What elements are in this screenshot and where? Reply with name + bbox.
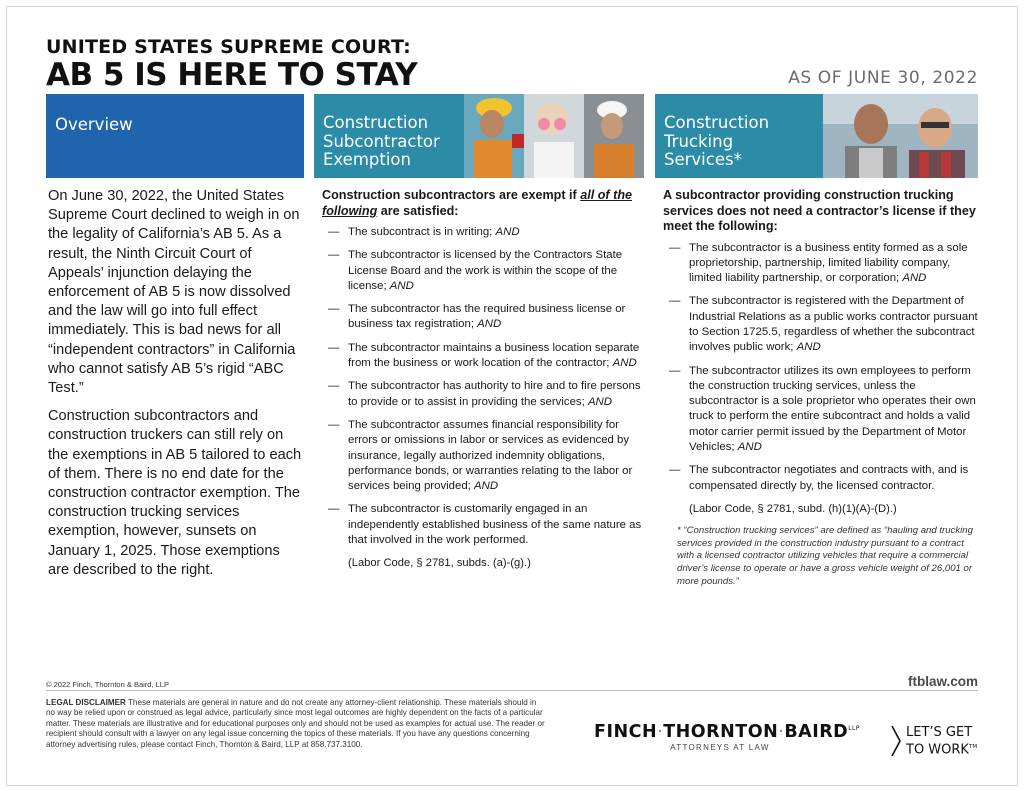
trucking-heading [664, 114, 769, 170]
construction-header [314, 94, 644, 178]
list-item: — The subcontractor has authority to hire and to fire persons to provide or to assist in providing the services; AND [322, 379, 642, 410]
disclaimer-label: LEGAL DISCLAIMER [46, 698, 126, 707]
trucking-heading-line: Trucking [664, 131, 734, 151]
construction-heading-line: Construction [323, 113, 429, 132]
list-item: — The subcontractor utilizes its own employees to perform the construction trucking services, unless the subcontractor is a sole proprietor who operates their own truck to perform the entire subcontract and holds a valid motor carrier permit issued by the Department of Motor Vehicles; AND [663, 364, 978, 456]
trucking-header [655, 94, 978, 178]
construction-requirements-list [322, 225, 642, 548]
list-item: — The subcontractor is customarily engaged in an independently established business of the same nature as that involved in the work performed. [322, 502, 642, 548]
tagline-line: TO WORK™ [906, 742, 978, 758]
overview-header [46, 94, 304, 178]
lead-text: Construction subcontractors are exempt if [322, 188, 581, 202]
construction-workers-photo [464, 94, 644, 178]
trucking-heading-line: Construction [664, 113, 770, 132]
trucking-requirements-list [663, 241, 978, 494]
truck-drivers-photo [823, 94, 978, 178]
list-item: — The subcontractor has the required business license or business tax registration; AND [322, 302, 642, 333]
construction-heading-line: Subcontractor [323, 131, 440, 151]
as-of-date: AS OF JUNE 30, 2022 [788, 68, 978, 88]
trucking-heading-line: Services* [664, 150, 742, 169]
list-item: — The subcontract is in writing; AND [322, 225, 642, 240]
legal-disclaimer [46, 698, 546, 750]
overview-paragraph: On June 30, 2022, the United States Supreme Court declined to weigh in on the legality of California’s AB 5. As a result, the Ninth Circuit Court of Appeals’ injunction delaying the enforcement of AB 5 is now dissolved and the law will go into full effect immediately. This is bad news for all “independent contractors” in California who cannot satisfy AB 5’s rigid “ABC Test.” [48, 188, 300, 397]
firm-logo [594, 722, 860, 752]
overview-paragraph: Construction subcontractors and construction truckers can still rely on the exemptions in AB 5 tailored to each of them. There is no end date for the construction contractor exemption. The construction trucking services exemption, however, sunsets on January 1, 2025. Those exemptions are described to the right. [48, 408, 302, 578]
trucking-services-column [663, 188, 978, 588]
overview-text [48, 187, 304, 589]
construction-citation: (Labor Code, § 2781, subds. (a)-(g).) [348, 557, 531, 570]
tagline-line: LET’S GET [906, 725, 973, 740]
chevron-icon [889, 724, 903, 758]
list-item: — The subcontractor is licensed by the Contractors State License Board and the work is within the scope of the license; AND [322, 248, 642, 294]
list-item: — The subcontractor assumes financial responsibility for errors or omissions in labor or services as evidenced by insurance, legally authorized indemnity obligations, performance bonds, or warranties relating to the labor or services being provided; AND [322, 418, 642, 494]
construction-lead [322, 188, 642, 219]
list-item: — The subcontractor is registered with the Department of Industrial Relations as a public works contractor pursuant to Section 1725.5, regardless of whether the subcontract involves public work; AND [663, 294, 978, 355]
copyright: © 2022 Finch, Thornton & Baird, LLP [46, 680, 169, 689]
list-item: — The subcontractor is a business entity formed as a sole proprietorship, partnership, limited liability company, limited liability partnership, or corporation; AND [663, 241, 978, 287]
list-item: — The subcontractor negotiates and contracts with, and is compensated directly by, the licensed contractor. [663, 463, 978, 494]
lead-emphasis: all of the following [322, 188, 633, 218]
title-line1: UNITED STATES SUPREME COURT: [46, 36, 411, 58]
footer-divider [46, 690, 978, 691]
firm-name: $FINCH\cdot THORNTON\cdot BAIRD^{LLP}$ [594, 722, 861, 742]
trucking-footnote: * “Construction trucking services” are defined as “hauling and trucking services provided in the construction industry pursuant to a contract with a licensed contractor utilizing vehicles that require a commercial driver’s license to operate or have a gross vehicle weight of 26,001 or more pounds.” [677, 525, 973, 587]
construction-heading-line: Exemption [323, 150, 411, 169]
list-item: — The subcontractor maintains a business location separate from the business or work location of the contractor; AND [322, 341, 642, 372]
title-block [46, 36, 417, 92]
page-title: AB 5 IS HERE TO STAY [46, 57, 418, 93]
lead-text: are satisfied: [377, 203, 459, 218]
trucking-lead: A subcontractor providing construction trucking services does not need a contractor’s license if they meet the following: [663, 188, 976, 233]
website-link[interactable]: ftblaw.com [907, 674, 978, 689]
construction-exemption-column [322, 188, 642, 572]
construction-heading [323, 114, 440, 170]
overview-heading: Overview [55, 115, 133, 134]
tagline [906, 726, 977, 757]
firm-subtitle: ATTORNEYS AT LAW [670, 743, 770, 752]
disclaimer-text: These materials are general in nature and do not create any attorney-client relationship. These materials should in no way be relied upon or construed as legal advice, particularly since most legal outcomes are highly dependent on the facts of a particular matter. These materials are illustrative and for educational purposes only and should not be used as examples for actual use. The reader or recipient should consult with a lawyer on any legal issue concerning the topics of these materials. If you have any questions concerning attorney advertising rules, please contact Finch, Thornton & Baird, LLP at 858.737.3100. [46, 698, 545, 749]
trucking-citation: (Labor Code, § 2781, subd. (h)(1)(A)-(D).) [689, 502, 897, 515]
